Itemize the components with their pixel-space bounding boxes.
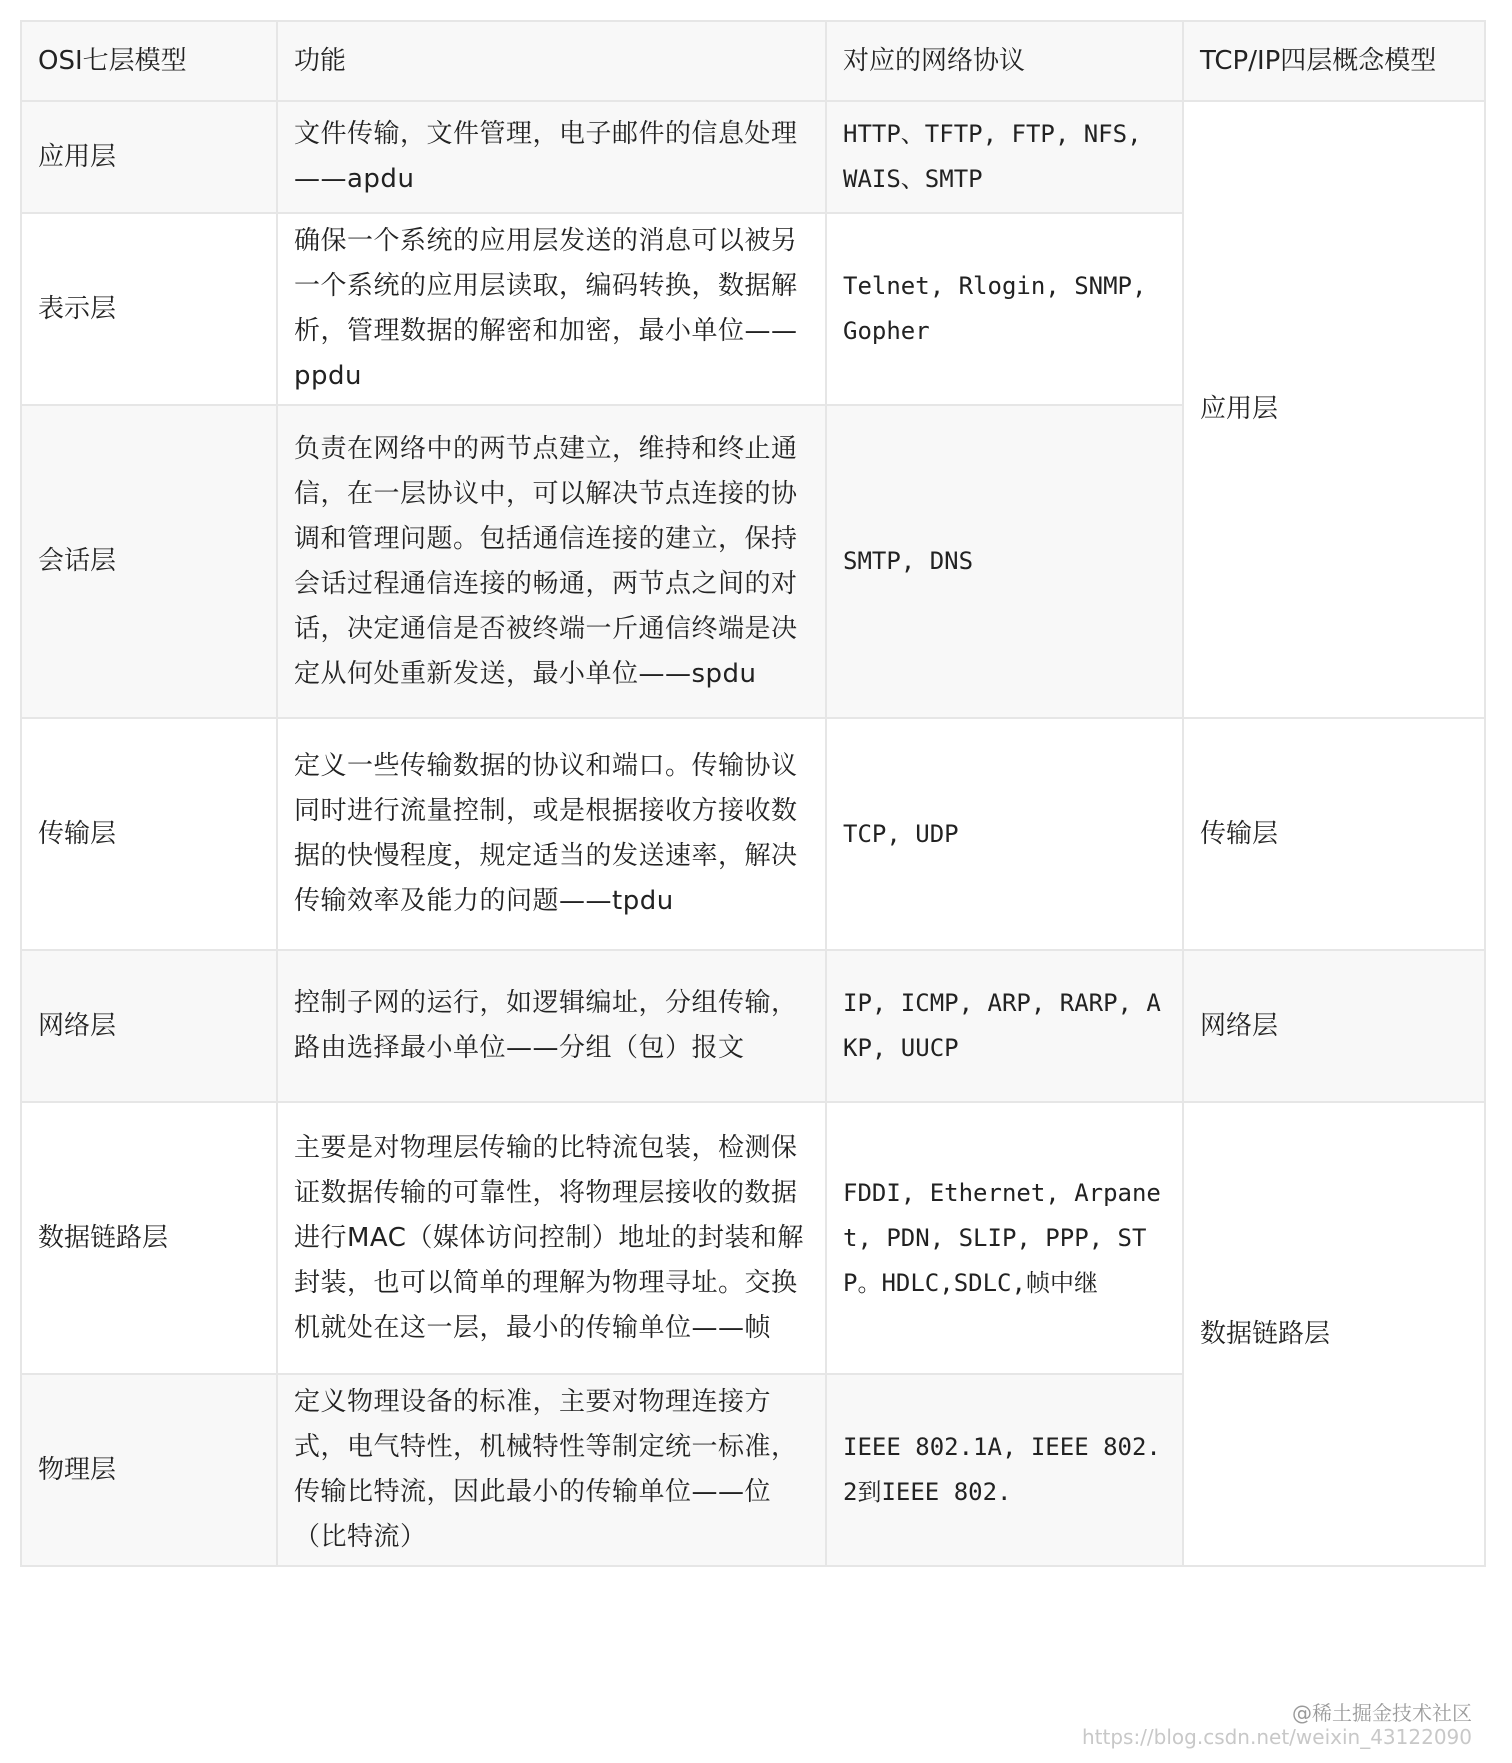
protocols-cell: IEEE 802.1A, IEEE 802.2到IEEE 802.: [826, 1374, 1183, 1566]
function-cell: 定义物理设备的标准，主要对物理连接方式，电气特性，机械特性等制定统一标准，传输比特流，因此最小的传输单位——位（比特流）: [277, 1374, 826, 1566]
function-cell: 负责在网络中的两节点建立，维持和终止通信，在一层协议中，可以解决节点连接的协调和管理问题。包括通信连接的建立，保持会话过程通信连接的畅通，两节点之间的对话，决定通信是否被终端一斤通信终端是决定从何处重新发送，最小单位——spdu: [277, 405, 826, 718]
watermark-site: @稀土掘金技术社区: [1292, 1701, 1472, 1725]
function-cell: 文件传输，文件管理，电子邮件的信息处理——apdu: [277, 101, 826, 213]
osi-layer-cell: 应用层: [21, 101, 277, 213]
osi-layer-cell: 传输层: [21, 718, 277, 950]
tcpip-network-cell: 网络层: [1183, 950, 1485, 1102]
header-osi-layer: OSI七层模型: [21, 21, 277, 101]
tcpip-application-cell: 应用层: [1183, 101, 1485, 718]
function-cell: 确保一个系统的应用层发送的消息可以被另一个系统的应用层读取，编码转换，数据解析，管理数据的解密和加密，最小单位——ppdu: [277, 213, 826, 405]
osi-layer-cell: 表示层: [21, 213, 277, 405]
table-header-row: [21, 21, 1485, 101]
table-row: [21, 101, 1485, 213]
function-cell: 定义一些传输数据的协议和端口。传输协议同时进行流量控制，或是根据接收方接收数据的快慢程度，规定适当的发送速率，解决传输效率及能力的问题——tpdu: [277, 718, 826, 950]
protocols-cell: SMTP, DNS: [826, 405, 1183, 718]
header-function: 功能: [277, 21, 826, 101]
protocols-cell: IP, ICMP, ARP, RARP, AKP, UUCP: [826, 950, 1183, 1102]
osi-layer-cell: 会话层: [21, 405, 277, 718]
table-row: [21, 718, 1485, 950]
osi-model-table: [20, 20, 1486, 1567]
protocols-cell: FDDI, Ethernet, Arpanet, PDN, SLIP, PPP, STP。HDLC,SDLC,帧中继: [826, 1102, 1183, 1374]
osi-layer-cell: 网络层: [21, 950, 277, 1102]
protocols-cell: HTTP、TFTP, FTP, NFS, WAIS、SMTP: [826, 101, 1183, 213]
header-protocols: 对应的网络协议: [826, 21, 1183, 101]
watermark: [1082, 1701, 1472, 1749]
osi-layer-cell: 数据链路层: [21, 1102, 277, 1374]
function-cell: 控制子网的运行，如逻辑编址，分组传输，路由选择最小单位——分组（包）报文: [277, 950, 826, 1102]
tcpip-transport-cell: 传输层: [1183, 718, 1485, 950]
osi-layer-cell: 物理层: [21, 1374, 277, 1566]
table-row: [21, 1102, 1485, 1374]
protocols-cell: TCP, UDP: [826, 718, 1183, 950]
table-row: [21, 950, 1485, 1102]
function-cell: 主要是对物理层传输的比特流包装，检测保证数据传输的可靠性，将物理层接收的数据进行MAC（媒体访问控制）地址的封装和解封装，也可以简单的理解为物理寻址。交换机就处在这一层，最小的传输单位——帧: [277, 1102, 826, 1374]
watermark-url: https://blog.csdn.net/weixin_43122090: [1081, 1725, 1472, 1749]
header-tcpip-layer: TCP/IP四层概念模型: [1183, 21, 1485, 101]
protocols-cell: Telnet, Rlogin, SNMP, Gopher: [826, 213, 1183, 405]
tcpip-datalink-cell: 数据链路层: [1183, 1102, 1485, 1566]
